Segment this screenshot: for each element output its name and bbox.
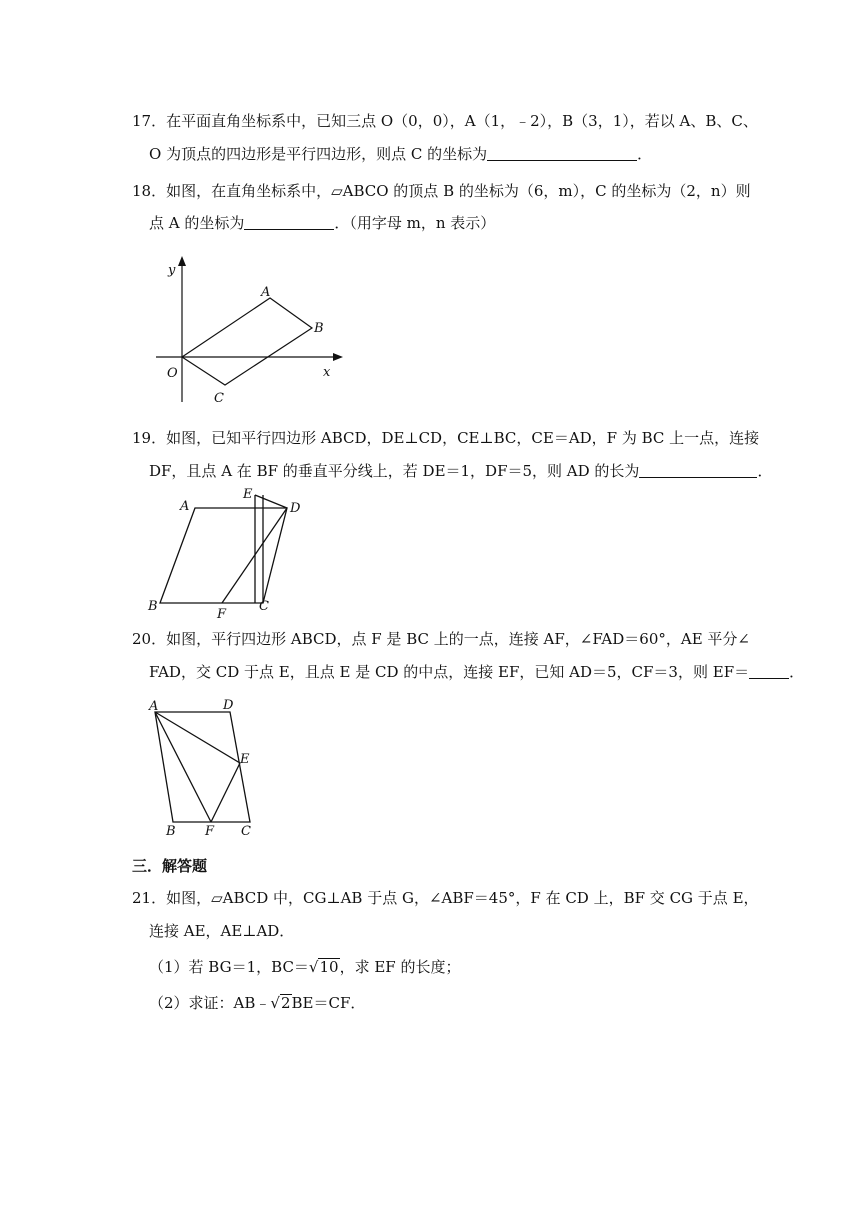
q21-part1-pre: （1）若 BG＝1，BC＝ — [149, 958, 309, 976]
q18-line2 — [149, 212, 495, 234]
q17-answer-blank — [487, 145, 637, 161]
q18-line1: 18．如图，在直角坐标系中，▱ABCO 的顶点 B 的坐标为（6，m），C 的坐标为（2，n）则 — [132, 182, 751, 200]
label-d: D — [290, 501, 301, 516]
label-y: y — [168, 263, 176, 278]
q20-line1: 20．如图，平行四边形 ABCD，点 F 是 BC 上的一点，连接 AF，∠FAD＝60°，AE 平分∠ — [132, 630, 750, 648]
segment-de — [255, 495, 287, 508]
q17-text: O 为顶点的四边形是平行四边形，则点 C 的坐标为 — [149, 145, 488, 163]
q17-line2 — [149, 143, 652, 165]
q18-tail: ．（用字母 m，n 表示） — [334, 214, 496, 232]
q21-line1: 21．如图，▱ABCD 中，CG⊥AB 于点 G，∠ABF＝45°，F 在 CD 上，BF 交 CG 于点 E， — [132, 889, 759, 907]
sqrt-sign: √ — [270, 994, 280, 1012]
q19-figure — [140, 482, 320, 622]
q19-answer-blank — [639, 462, 757, 478]
parallelogram-abcd — [160, 508, 287, 603]
q18-answer-blank — [244, 214, 334, 230]
q20-text: FAD，交 CD 于点 E，且点 E 是 CD 的中点，连接 EF，已知 AD＝5，CF＝3，则 EF＝ — [149, 663, 750, 681]
q20-answer-blank — [749, 663, 789, 679]
q21-part1-post: ，求 EF 的长度； — [339, 958, 461, 976]
label-o: O — [167, 366, 178, 381]
q20-tail: ． — [789, 663, 805, 681]
label-a: A — [149, 699, 159, 714]
segment-ef — [211, 763, 240, 822]
label-b: B — [314, 321, 324, 336]
label-b: B — [148, 599, 158, 614]
label-f: F — [205, 824, 215, 839]
q19-text: DF，且点 A 在 BF 的垂直平分线上，若 DE＝1，DF＝5，则 AD 的长为 — [149, 462, 640, 480]
label-x: x — [323, 365, 331, 380]
parallelogram-abco — [182, 298, 312, 385]
q20-figure — [140, 693, 270, 841]
label-b: B — [166, 824, 176, 839]
x-axis-arrow — [333, 353, 343, 361]
q17-line1: 17．在平面直角坐标系中，已知三点 O（0，0），A（1，﹣2），B（3，1），若以 A、B、C、 — [132, 112, 758, 130]
q21-line2: 连接 AE，AE⊥AD． — [149, 922, 295, 940]
label-e: E — [243, 487, 253, 502]
q19-tail: ． — [757, 462, 773, 480]
label-e: E — [240, 752, 250, 767]
q21-part2-post: BE＝CF． — [291, 994, 366, 1012]
sqrt-sign: √ — [308, 958, 319, 976]
label-c: C — [241, 824, 251, 839]
q21-part2-radicand: 2 — [280, 994, 291, 1012]
q18-text: 点 A 的坐标为 — [149, 214, 245, 232]
y-axis-arrow — [178, 256, 186, 266]
section-heading: 三．解答题 — [132, 857, 208, 875]
q19-line2 — [149, 460, 772, 482]
label-c: C — [259, 599, 269, 614]
q20-line2 — [149, 661, 804, 683]
q19-line1: 19．如图，已知平行四边形 ABCD，DE⊥CD，CE⊥BC，CE＝AD，F 为 BC 上一点，连接 — [132, 429, 760, 447]
label-c: C — [214, 391, 224, 406]
label-a: A — [261, 285, 271, 300]
label-d: D — [223, 698, 234, 713]
q17-tail: ． — [637, 145, 653, 163]
q18-figure — [150, 252, 350, 407]
label-a: A — [180, 499, 190, 514]
q21-part1-radicand: 10 — [319, 958, 339, 976]
q21-part2-pre: （2）求证：AB﹣ — [149, 994, 271, 1012]
label-f: F — [217, 607, 227, 622]
q21-part2 — [149, 992, 365, 1014]
q21-part1 — [149, 956, 460, 978]
